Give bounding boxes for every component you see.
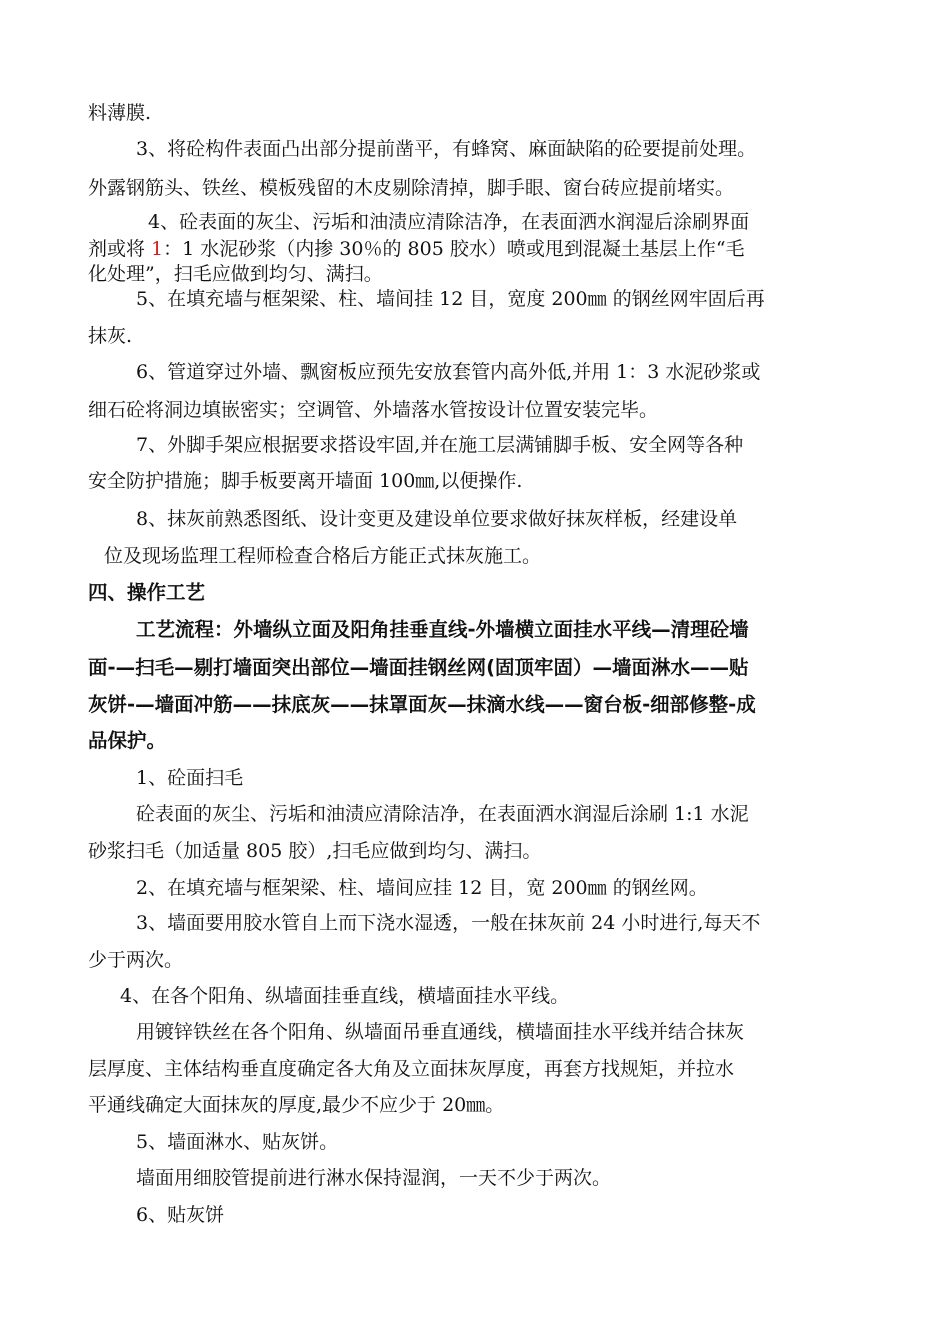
text-line: 6、管道穿过外墙、飘窗板应预先安放套管内高外低,并用 1：3 水泥砂浆或 xyxy=(136,361,761,383)
subheading: 6、贴灰饼 xyxy=(136,1204,225,1226)
text-run: ：1 水泥砂浆（内掺 30％的 805 胶水）喷或甩到混凝土基层上作“毛 xyxy=(163,238,745,260)
subheading: 5、墙面淋水、贴灰饼。 xyxy=(136,1131,339,1153)
text-line: 料薄膜. xyxy=(88,102,152,124)
text-line xyxy=(88,237,745,261)
text-line: 外露钢筋头、铁丝、模板残留的木皮剔除清掉，脚手眼、窗台砖应提前堵实。 xyxy=(88,177,735,199)
process-flow-line: 工艺流程：外墙纵立面及阳角挂垂直线-外墙横立面挂水平线—清理砼墙 xyxy=(136,618,749,641)
text-line: 少于两次。 xyxy=(88,949,184,971)
text-line: 抹灰. xyxy=(88,325,133,347)
text-run: 剂或将 xyxy=(88,238,152,260)
process-flow-line: 品保护。 xyxy=(88,729,167,752)
text-line: 用镀锌铁丝在各个阳角、纵墙面吊垂直通线，横墙面挂水平线并结合抹灰 xyxy=(136,1021,745,1043)
highlighted-ratio: 1 xyxy=(151,238,164,260)
text-line: 2、在填充墙与框架梁、柱、墙间应挂 12 目，宽 200㎜ 的钢丝网。 xyxy=(136,877,708,899)
text-line: 平通线确定大面抹灰的厚度,最少不应少于 20㎜。 xyxy=(88,1094,505,1116)
text-line: 位及现场监理工程师检查合格后方能正式抹灰施工。 xyxy=(104,545,542,567)
subheading: 1、砼面扫毛 xyxy=(136,767,244,789)
section-heading: 四、操作工艺 xyxy=(88,581,206,604)
text-line: 3、将砼构件表面凸出部分提前凿平，有蜂窝、麻面缺陷的砼要提前处理。 xyxy=(136,138,757,160)
text-line: 化处理”，扫毛应做到均匀、满扫。 xyxy=(88,263,383,285)
text-line: 8、抹灰前熟悉图纸、设计变更及建设单位要求做好抹灰样板，经建设单 xyxy=(136,508,738,530)
process-flow-line: 灰饼-—墙面冲筋——抹底灰——抹罩面灰—抹滴水线——窗台板-细部修整-成 xyxy=(88,693,756,716)
text-line: 安全防护措施；脚手板要离开墙面 100㎜,以便操作. xyxy=(88,470,523,492)
text-line: 细石砼将洞边填嵌密实；空调管、外墙落水管按设计位置安装完毕。 xyxy=(88,399,659,421)
text-line: 砼表面的灰尘、污垢和油渍应清除洁净，在表面洒水润湿后涂刷 1:1 水泥 xyxy=(136,803,749,825)
text-line: 3、墙面要用胶水管自上而下浇水湿透，一般在抹灰前 24 小时进行,每天不 xyxy=(136,912,761,934)
text-line: 砂浆扫毛（加适量 805 胶）,扫毛应做到均匀、满扫。 xyxy=(88,840,542,862)
subheading: 4、在各个阳角、纵墙面挂垂直线，横墙面挂水平线。 xyxy=(120,985,570,1007)
text-line: 层厚度、主体结构垂直度确定各大角及立面抹灰厚度，再套方找规矩，并拉水 xyxy=(88,1058,735,1080)
text-line: 4、砼表面的灰尘、污垢和油渍应清除洁净，在表面洒水润湿后涂刷界面 xyxy=(148,211,750,233)
text-line: 7、外脚手架应根据要求搭设牢固,并在施工层满铺脚手板、安全网等各种 xyxy=(136,434,744,456)
process-flow-line: 面-—扫毛—剔打墙面突出部位—墙面挂钢丝网(固顶牢固）—墙面淋水——贴 xyxy=(88,656,749,679)
text-line: 墙面用细胶管提前进行淋水保持湿润，一天不少于两次。 xyxy=(136,1167,612,1189)
text-line: 5、在填充墙与框架梁、柱、墙间挂 12 目，宽度 200㎜ 的钢丝网牢固后再 xyxy=(136,288,765,310)
